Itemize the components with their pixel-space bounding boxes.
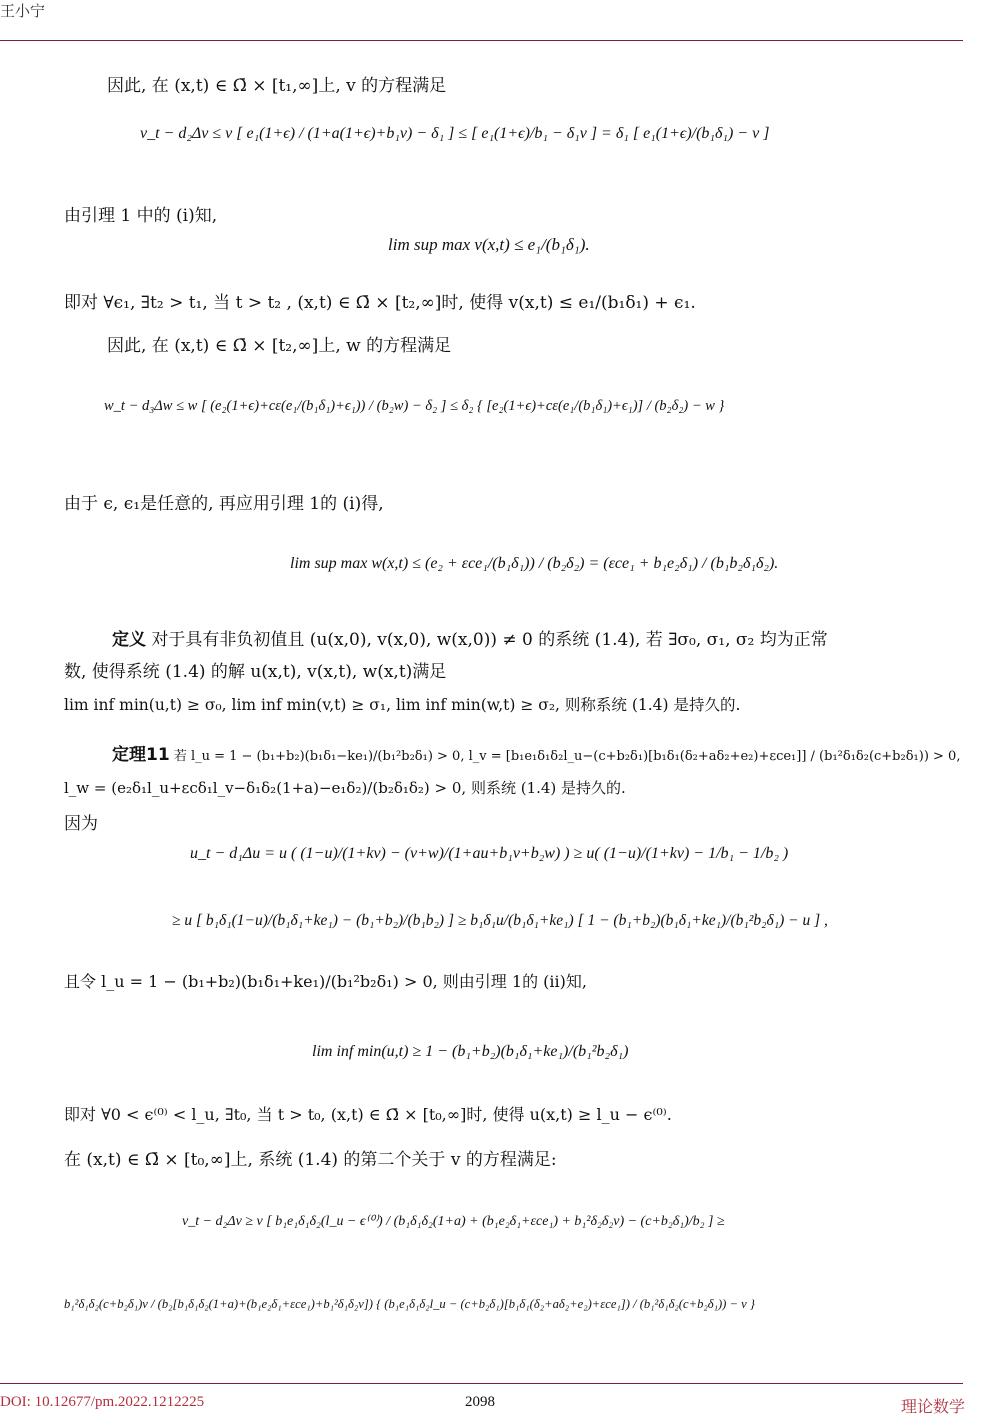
footer-doi[interactable]: DOI: 10.12677/pm.2022.1212225: [0, 1394, 205, 1410]
paragraph-7: 且令 l_u = 1 − (b₁+b₂)(b₁δ₁+ke₁)/(b₁²b₂δ₁) > 0, 则由引理 1的 (ii)知,: [64, 972, 587, 991]
paragraph-5: 由于 ϵ, ϵ₁是任意的, 再应用引理 1的 (i)得,: [64, 494, 384, 514]
paragraph-6: 因为: [64, 814, 98, 834]
equation-8: v_t − d₂Δv ≥ v [ b₁e₁δ₁δ₂(l_u − ϵ⁽⁰⁾) / (b₁δ₁δ₂(1+a) + (b₁e₂δ₁+εce₁) + b₁²δ₂δ₂v) − (c+b₂δ₁)/b₂ ] ≥: [182, 1214, 725, 1229]
theorem-text-2: l_w = (e₂δ₁l_u+εcδ₁l_v−δ₁δ₂(1+a)−e₁δ₂)/(b₂δ₁δ₂) > 0, 则系统 (1.4) 是持久的.: [64, 779, 626, 797]
theorem-text-1: 若 l_u = 1 − (b₁+b₂)(b₁δ₁−ke₁)/(b₁²b₂δ₁) > 0, l_v = [b₁e₁δ₁δ₂l_u−(c+b₂δ₁)[b₁δ₁(δ₂+aδ₂+e₂)+εce₁]] / (b₁²δ₁δ₂(c+b₂δ₁)) > 0,: [173, 749, 961, 764]
running-header-author: 王小宁: [0, 2, 46, 20]
paragraph-2: 由引理 1 中的 (i)知,: [64, 206, 218, 226]
definition-text-2: 数, 使得系统 (1.4) 的解 u(x,t), v(x,t), w(x,t)满足: [64, 662, 447, 682]
definition-text-3: lim inf min(u,t) ≥ σ₀, lim inf min(v,t) ≥ σ₁, lim inf min(w,t) ≥ σ₂, 则称系统 (1.4) 是持久的.: [64, 696, 741, 714]
equation-2: lim sup max v(x,t) ≤ e₁/(b₁δ₁).: [388, 235, 590, 254]
header-rule: [0, 40, 963, 41]
equation-1: v_t − d₂Δv ≤ v [ e₁(1+ϵ) / (1+a(1+ϵ)+b₁v) − δ₁ ] ≤ [ e₁(1+ϵ)/b₁ − δ₁v ] = δ₁ [ e₁(1+ϵ)/(b₁δ₁) − v ]: [140, 125, 770, 142]
footer-page-number: 2098: [465, 1394, 495, 1410]
paragraph-9: 在 (x,t) ∈ Ω̄ × [t₀,∞]上, 系统 (1.4) 的第二个关于 v 的方程满足:: [64, 1150, 557, 1170]
footer-journal: 理论数学: [900, 1397, 965, 1416]
equation-6: ≥ u [ b₁δ₁(1−u)/(b₁δ₁+ke₁) − (b₁+b₂)/(b₁b₂) ] ≥ b₁δ₁u/(b₁δ₁+ke₁) [ 1 − (b₁+b₂)(b₁δ₁+ke₁)/(b₁²b₂δ₁) − u ] ,: [172, 912, 828, 929]
theorem-label: 定理11: [112, 745, 170, 765]
paragraph-8: 即对 ∀0 < ϵ⁽⁰⁾ < l_u, ∃t₀, 当 t > t₀, (x,t) ∈ Ω̄ × [t₀,∞]时, 使得 u(x,t) ≥ l_u − ϵ⁽⁰⁾.: [64, 1105, 672, 1124]
paragraph-4: 因此, 在 (x,t) ∈ Ω̄ × [t₂,∞]上, w 的方程满足: [107, 336, 452, 356]
equation-9: b₁²δ₁δ₂(c+b₂δ₁)v / (b₂[b₁δ₁δ₂(1+a)+(b₁e₂δ₁+εce₁)+b₁²δ₁δ₂v]) { (b₁e₁δ₁δ₂l_u − (c+b₂δ₁)[b₁δ₁(δ₂+aδ₂+e₂)+εce₁]) / (b₁²δ₁δ₂(c+b₂δ₁)) − v }: [64, 1297, 755, 1311]
paragraph-1: 因此, 在 (x,t) ∈ Ω̄ × [t₁,∞]上, v 的方程满足: [107, 76, 447, 96]
footer-rule: [0, 1383, 963, 1384]
theorem-paragraph: [112, 745, 960, 765]
equation-4: lim sup max w(x,t) ≤ (e₂ + εce₁/(b₁δ₁)) / (b₂δ₂) = (εce₁ + b₁e₂δ₁) / (b₁b₂δ₁δ₂).: [290, 555, 779, 572]
definition-label: 定义: [112, 630, 146, 650]
paragraph-3: 即对 ∀ϵ₁, ∃t₂ > t₁, 当 t > t₂ , (x,t) ∈ Ω̄ × [t₂,∞]时, 使得 v(x,t) ≤ e₁/(b₁δ₁) + ϵ₁.: [64, 293, 696, 313]
equation-7: lim inf min(u,t) ≥ 1 − (b₁+b₂)(b₁δ₁+ke₁)/(b₁²b₂δ₁): [312, 1043, 629, 1060]
definition-paragraph: [112, 630, 828, 650]
equation-5: u_t − d₁Δu = u ( (1−u)/(1+kv) − (v+w)/(1+au+b₁v+b₂w) ) ≥ u( (1−u)/(1+kv) − 1/b₁ − 1/b₂ ): [190, 845, 789, 862]
equation-3: w_t − d₃Δw ≤ w [ (e₂(1+ϵ)+cε(e₁/(b₁δ₁)+ϵ₁)) / (b₂w) − δ₂ ] ≤ δ₂ { [e₂(1+ϵ)+cε(e₁/(b₁δ₁)+ϵ₁)] / (b₂δ₂) − w }: [104, 398, 725, 414]
definition-text-1: 对于具有非负初值且 (u(x,0), v(x,0), w(x,0)) ≠ 0 的系统 (1.4), 若 ∃σ₀, σ₁, σ₂ 均为正常: [151, 630, 828, 650]
